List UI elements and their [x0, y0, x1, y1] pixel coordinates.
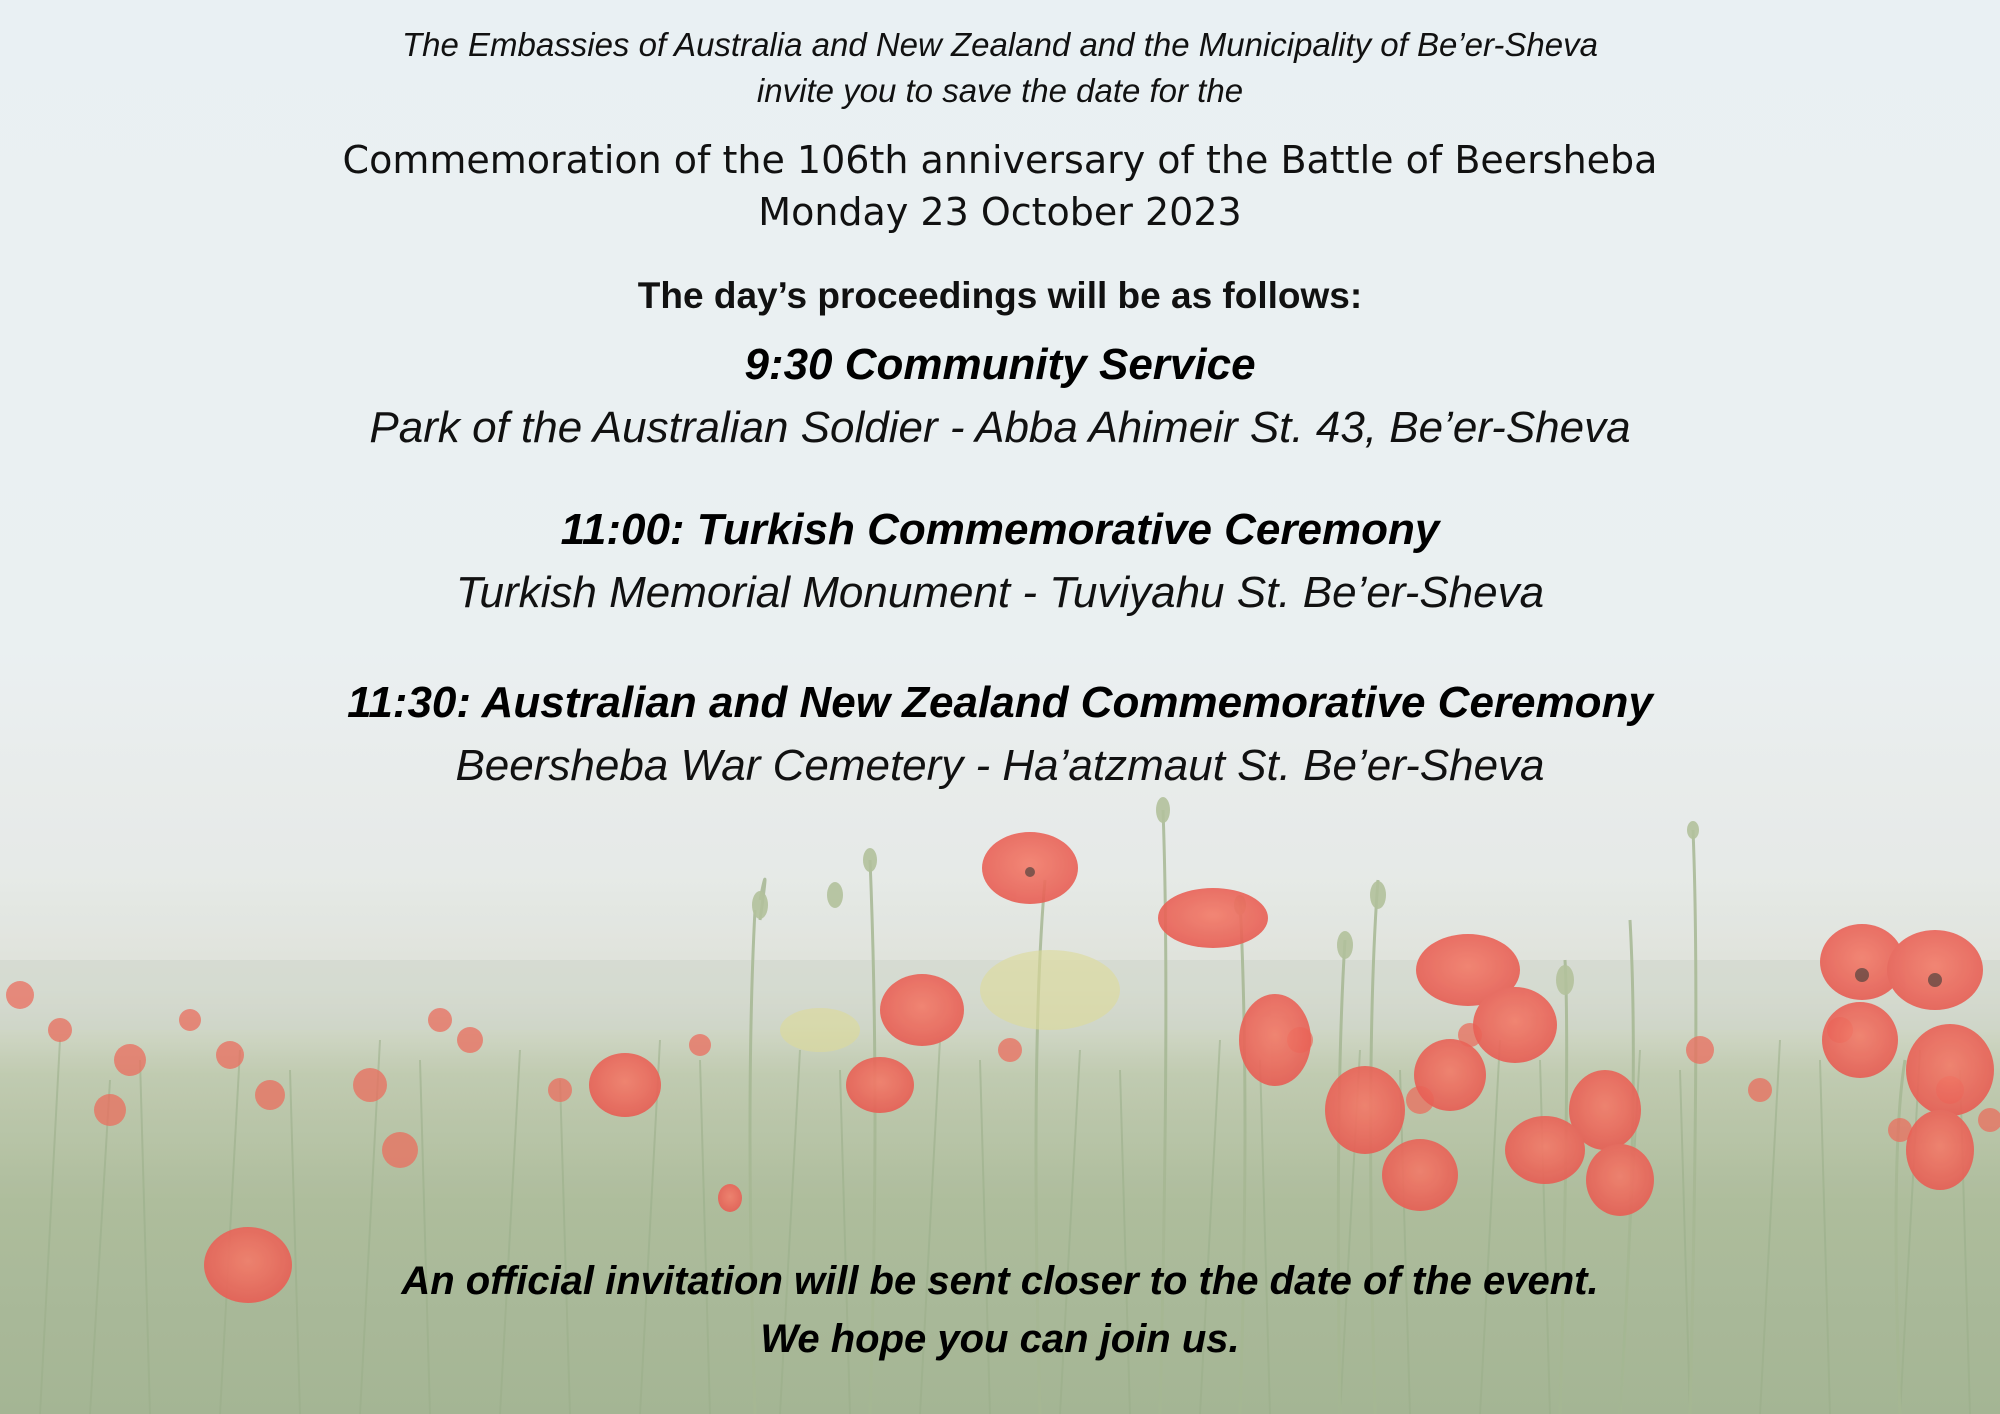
event-location-2: Turkish Memorial Monument - Tuviyahu St. Be’er-Sheva: [455, 568, 1545, 617]
event-title-3: 11:30: Australian and New Zealand Commemorative Ceremony: [347, 678, 1653, 727]
footer-line-1: An official invitation will be sent closer to the date of the event.: [401, 1259, 1599, 1303]
headline-date: Monday 23 October 2023: [758, 190, 1242, 234]
event-title-1: 9:30 Community Service: [744, 340, 1256, 389]
footer-note: [0, 1252, 2000, 1368]
proceedings-heading: The day’s proceedings will be as follows:: [637, 275, 1363, 316]
footer-line-2: We hope you can join us.: [760, 1317, 1240, 1361]
event-location-1: Park of the Australian Soldier - Abba Ahimeir St. 43, Be’er-Sheva: [369, 403, 1631, 452]
event-headline: [0, 134, 2000, 238]
intro-line-2: invite you to save the date for the: [756, 72, 1244, 109]
headline-title: Commemoration of the 106th anniversary of the Battle of Beersheba: [342, 138, 1658, 182]
intro-text: [0, 22, 2000, 114]
event-title-2: 11:00: Turkish Commemorative Ceremony: [560, 505, 1440, 554]
intro-line-1: The Embassies of Australia and New Zealand and the Municipality of Be’er-Sheva: [402, 26, 1598, 63]
event-location-3: Beersheba War Cemetery - Ha’atzmaut St. Be’er-Sheva: [455, 741, 1545, 790]
